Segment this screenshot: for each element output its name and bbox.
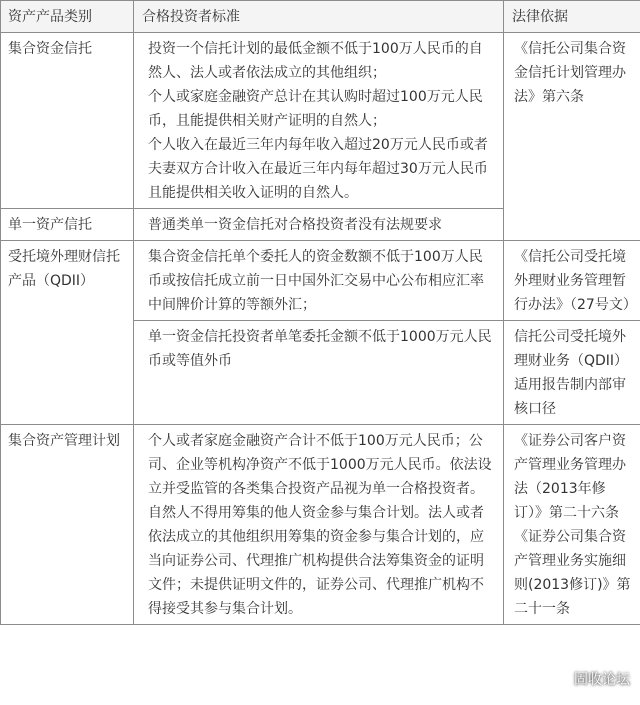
- header-category: 资产产品类别: [1, 1, 134, 33]
- row-category: [1, 241, 134, 425]
- header-standard: 合格投资者标准: [134, 1, 504, 33]
- standard-text: 个人或家庭金融资产总计在其认购时超过100万元人民币，且能提供相关财产证明的自然人；: [148, 89, 483, 129]
- row-basis: [504, 33, 640, 241]
- row-category: [1, 209, 134, 241]
- standard-text: 个人或者家庭金融资产合计不低于100万元人民币；公司、企业等机构净资产不低于1000万元人民币。依法设立并受监管的各类集合投资产品视为单一合格投资者。: [148, 433, 492, 497]
- row-standard: [134, 425, 504, 625]
- watermark-text: 固收论坛: [574, 672, 630, 688]
- row-standard: [134, 33, 504, 209]
- row-basis: [504, 321, 640, 425]
- basis-text: 信托公司受托境外理财业务（QDII）适用报告制内部审核口径: [514, 329, 629, 417]
- row-standard: [134, 241, 504, 321]
- row-category: [1, 33, 134, 209]
- header-row: [1, 1, 640, 33]
- table-row: [1, 241, 640, 321]
- standard-text: 单一资金信托投资者单笔委托金额不低于1000万元人民币或等值外币: [148, 329, 492, 369]
- standard-text: 自然人不得用筹集的他人资金参与集合计划。法人或者依法成立的其他组织用筹集的资金参与集合计划的，应当向证券公司、代理推广机构提供合法筹集资金的证明文件；未提供证明文件的，证券公司、代理推广机构不得接受其参与集合计划。: [148, 505, 484, 617]
- category-text: 受托境外理财信托产品（QDII）: [8, 249, 120, 289]
- category-text: 单一资产信托: [8, 217, 92, 233]
- header-basis: 法律依据: [504, 1, 640, 33]
- basis-text: 《证券公司集合资产管理业务实施细则(2013修订)》第二十一条: [514, 529, 631, 617]
- row-basis: [504, 425, 640, 625]
- row-basis: [504, 241, 640, 321]
- standard-text: 个人收入在最近三年内每年收入超过20万元人民币或者夫妻双方合计收入在最近三年内每年超过30万元人民币且能提供相关收入证明的自然人。: [148, 137, 488, 201]
- basis-text: 《证券公司客户资产管理业务管理办法（2013年修订）》第二十六条: [514, 433, 626, 521]
- basis-text: 《信托公司受托境外理财业务管理暂行办法》（27号文）: [514, 249, 637, 313]
- table-row: [1, 33, 640, 209]
- table-row: [1, 425, 640, 625]
- basis-text: 《信托公司集合资金信托计划管理办法》第六条: [514, 41, 626, 105]
- row-standard: [134, 209, 504, 241]
- watermark: [550, 669, 630, 689]
- row-category: [1, 425, 134, 625]
- row-standard: [134, 321, 504, 425]
- standard-text: 普通类单一资金信托对合格投资者没有法规要求: [148, 217, 442, 233]
- category-text: 集合资金信托: [8, 41, 92, 57]
- standard-text: 集合资金信托单个委托人的资金数额不低于100万人民币或按信托成立前一日中国外汇交易中心公布相应汇率中间牌价计算的等额外汇；: [148, 249, 484, 313]
- wechat-icon: [550, 671, 568, 687]
- standard-text: 投资一个信托计划的最低金额不低于100万人民币的自然人、法人或者依法成立的其他组织；: [148, 41, 483, 81]
- category-text: 集合资产管理计划: [8, 433, 120, 449]
